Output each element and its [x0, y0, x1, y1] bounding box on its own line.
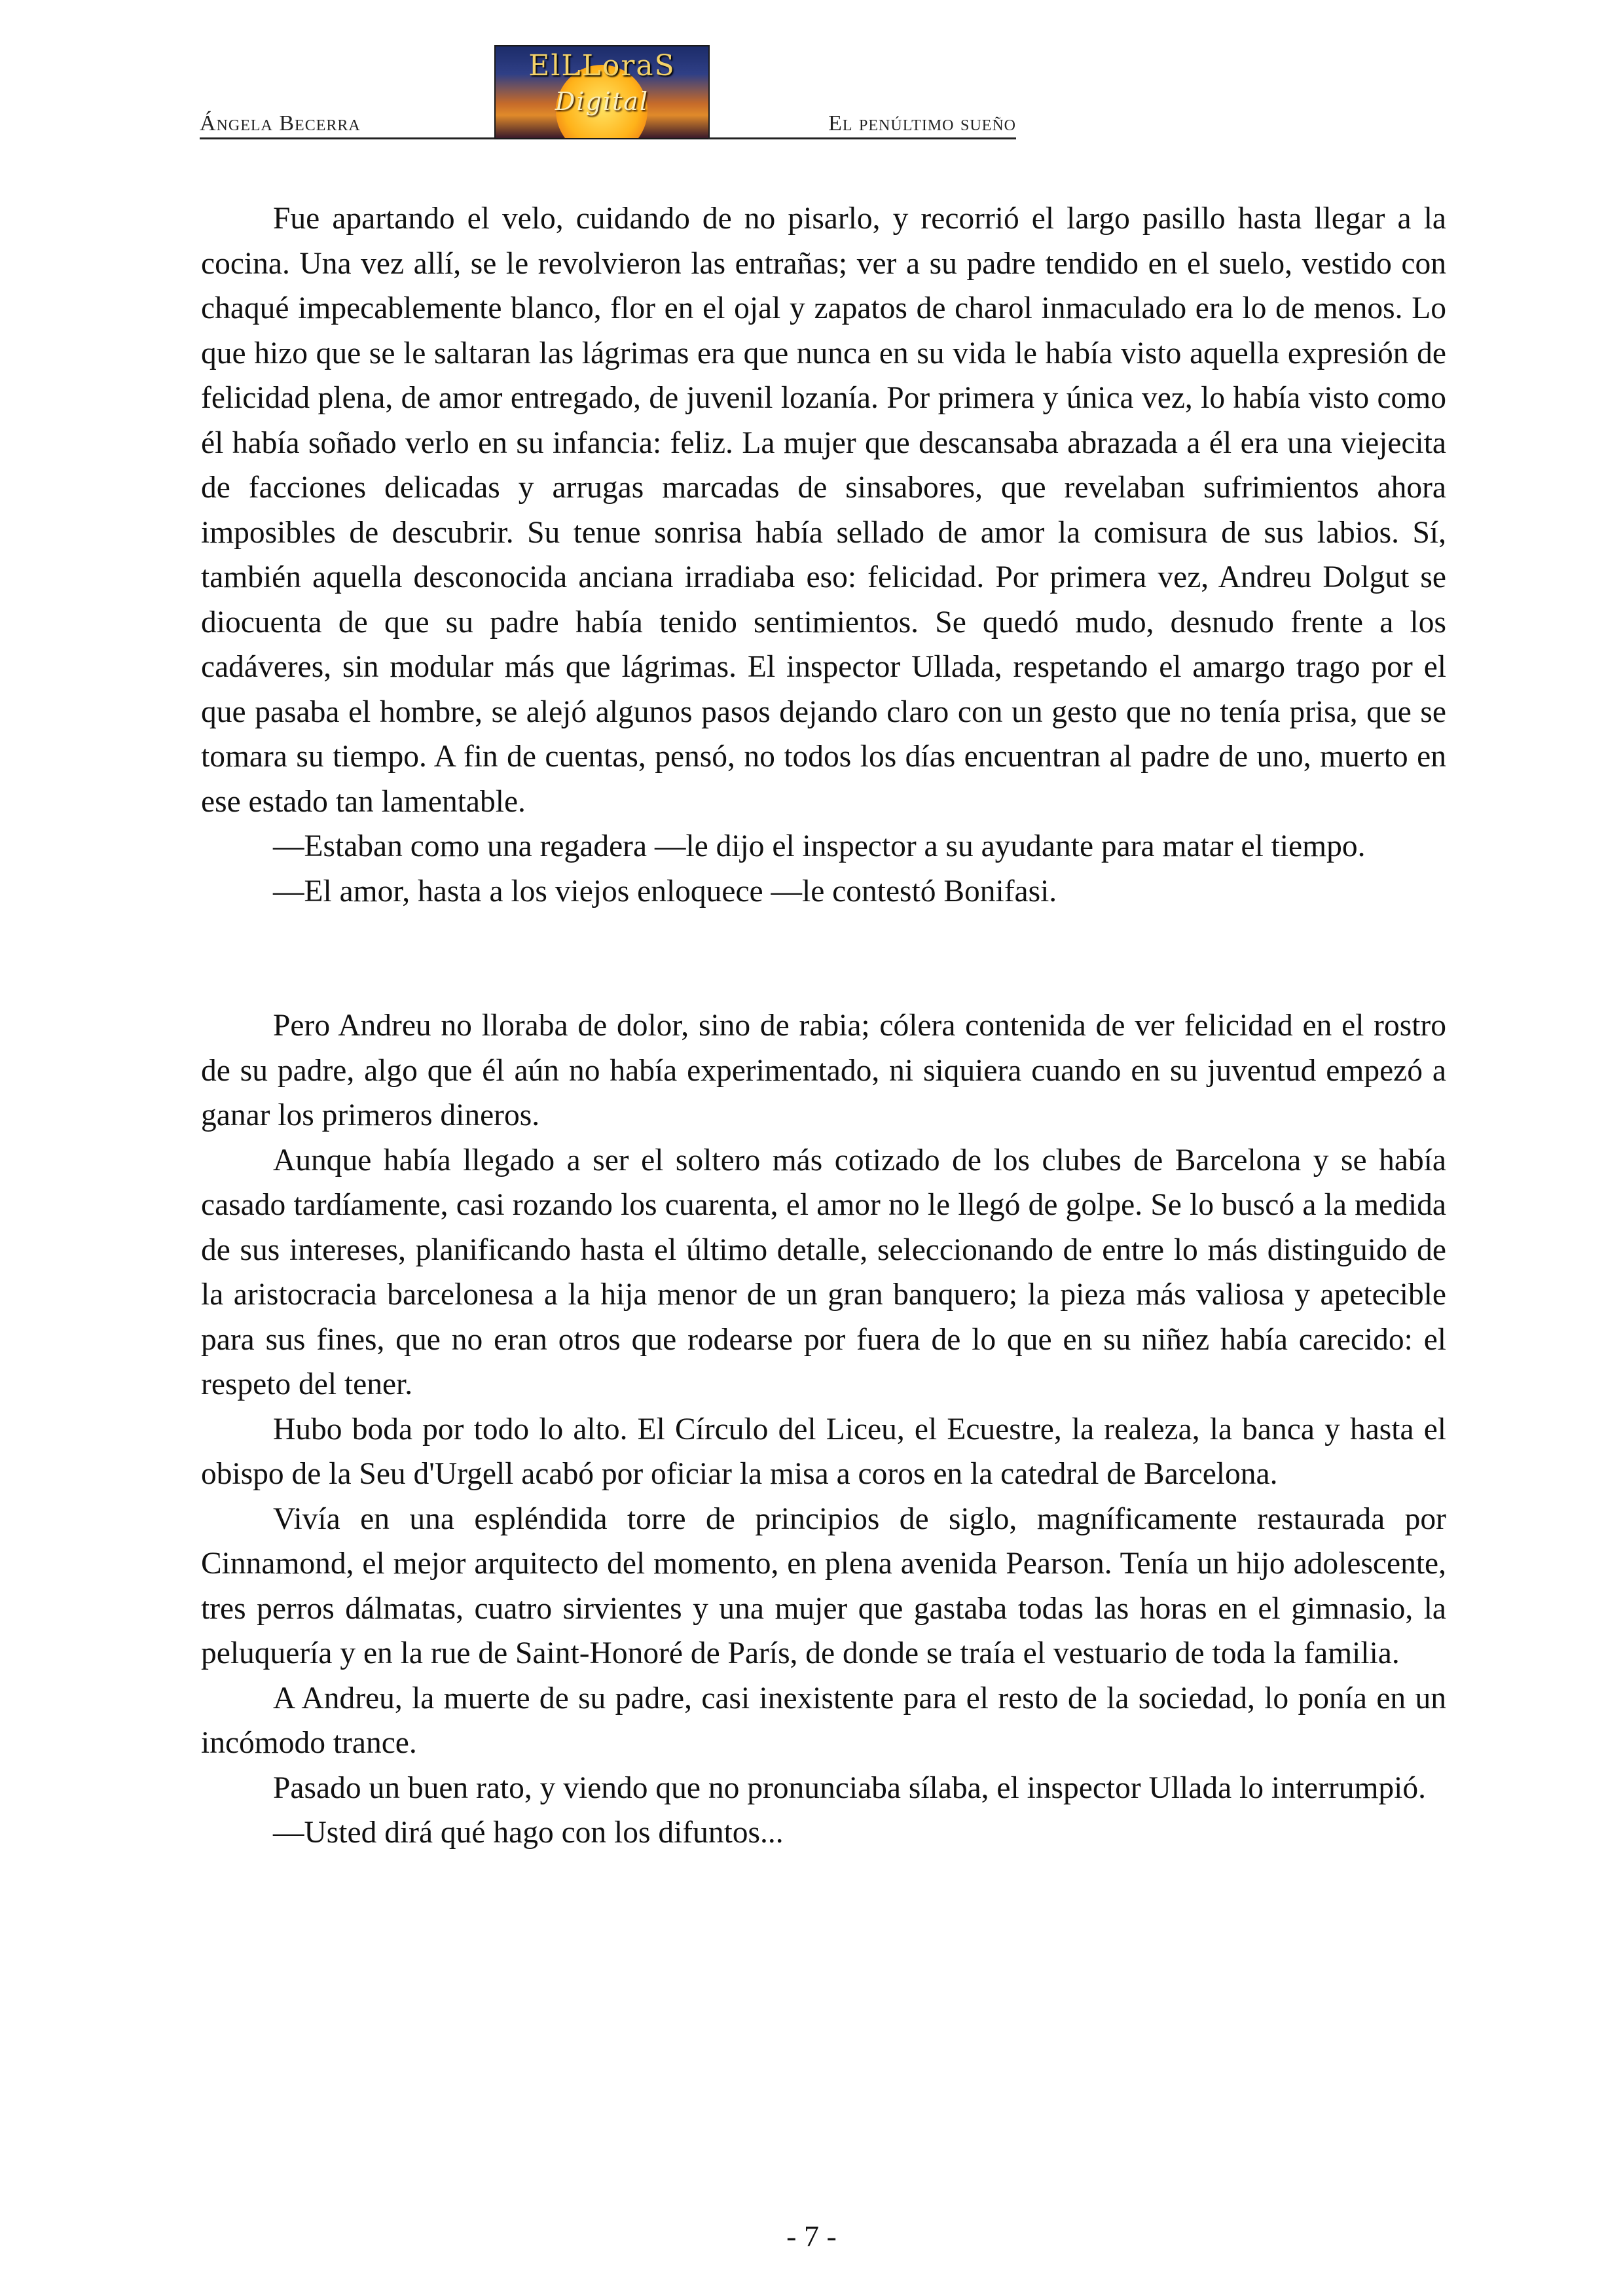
header-author: Ángela Becerra — [200, 111, 494, 139]
paragraph: Pasado un buen rato, y viendo que no pronunciaba sílaba, el inspector Ullada lo interrumpió. — [273, 1770, 1427, 1805]
paragraph: A Andreu, la muerte de su padre, casi inexistente para el resto de la sociedad, lo ponía en un incómodo trance. — [201, 1681, 1446, 1760]
logo-text-bottom: Digital — [555, 87, 649, 116]
running-header — [0, 39, 1623, 144]
header-book-title: El penúltimo sueño — [708, 111, 1016, 139]
dialogue-line: —Estaban como una regadera —le dijo el inspector a su ayudante para matar el tiempo. — [273, 829, 1366, 863]
dialogue-line: —El amor, hasta a los viejos enloquece —le contestó Bonifasi. — [273, 874, 1057, 908]
paragraph: Hubo boda por todo lo alto. El Círculo del Liceu, el Ecuestre, la realeza, la banca y hasta el obispo de la Seu d'Urgell acabó por oficiar la misa a coros en la catedral de Barcelona. — [201, 1412, 1446, 1491]
paragraph: Fue apartando el velo, cuidando de no pisarlo, y recorrió el largo pasillo hasta llegar a la cocina. Una vez allí, se le revolvieron las entrañas; ver a su padre tendido en el suelo, vestido con chaqué impecablemente blanco, flor en el ojal y zapatos de charol inmaculado era lo de menos. Lo que hizo que se le saltaran las lágrimas era que nunca en su vida le había visto aquella expresión de felicidad plena, de amor entregado, de juvenil lozanía. Por primera y única vez, lo había visto como él había soñado verlo en su infancia: feliz. La mujer que descansaba abrazada a él era una viejecita de facciones delicadas y arrugas marcadas de sinsabores, que revelaban sufrimientos ahora imposibles de descubrir. Su tenue sonrisa había sellado de amor la comisura de sus labios. Sí, también aquella desconocida anciana irradiaba eso: felicidad. Por primera vez, Andreu Dolgut se diocuenta de que su padre había tenido sentimientos. Se quedó mudo, desnudo frente a los cadáveres, sin modular más que lágrimas. El inspector Ullada, respetando el amargo trago por el que pasaba el hombre, se alejó algunos pasos dejando claro con un gesto que no tenía prisa, que se tomara su tiempo. A fin de cuentas, pensó, no todos los días encuentran al padre de uno, muerto en ese estado tan lamentable. — [201, 202, 1446, 819]
dialogue-line: —Usted dirá qué hago con los difuntos... — [273, 1816, 784, 1850]
logo-text-top: ElLLoraS — [528, 49, 676, 82]
section-break — [201, 914, 1446, 1003]
paragraph: Aunque había llegado a ser el soltero más cotizado de los clubes de Barcelona y se había casado tardíamente, casi rozando los cuarenta, el amor no le llegó de golpe. Se lo buscó a la medida de sus intereses, planificando hasta el último detalle, seleccionando de entre lo más distinguido de la aristocracia barcelonesa a la hija menor de un gran banquero; la pieza más valiosa y apetecible para sus fines, que no eran otros que rodearse por fuera de lo que en su niñez había carecido: el respeto del tener. — [201, 1143, 1446, 1401]
paragraph: Pero Andreu no lloraba de dolor, sino de rabia; cólera contenida de ver felicidad en el rostro de su padre, algo que él aún no había experimentado, ni siquiera cuando en su juventud empezó a ganar los primeros dineros. — [201, 1009, 1446, 1132]
publisher-logo — [494, 45, 710, 139]
page-number: - 7 - — [786, 2219, 837, 2253]
body-text — [201, 196, 1446, 1856]
paragraph: Vivía en una espléndida torre de principios de siglo, magníficamente restaurada por Cinnamond, el mejor arquitecto del momento, en plena avenida Pearson. Tenía un hijo adolescente, tres perros dálmatas, cuatro sirvientes y una mujer que gastaba todas las horas en el gimnasio, la peluquería y en la rue de Saint-Honoré de París, de donde se traía el vestuario de toda la familia. — [201, 1501, 1446, 1670]
